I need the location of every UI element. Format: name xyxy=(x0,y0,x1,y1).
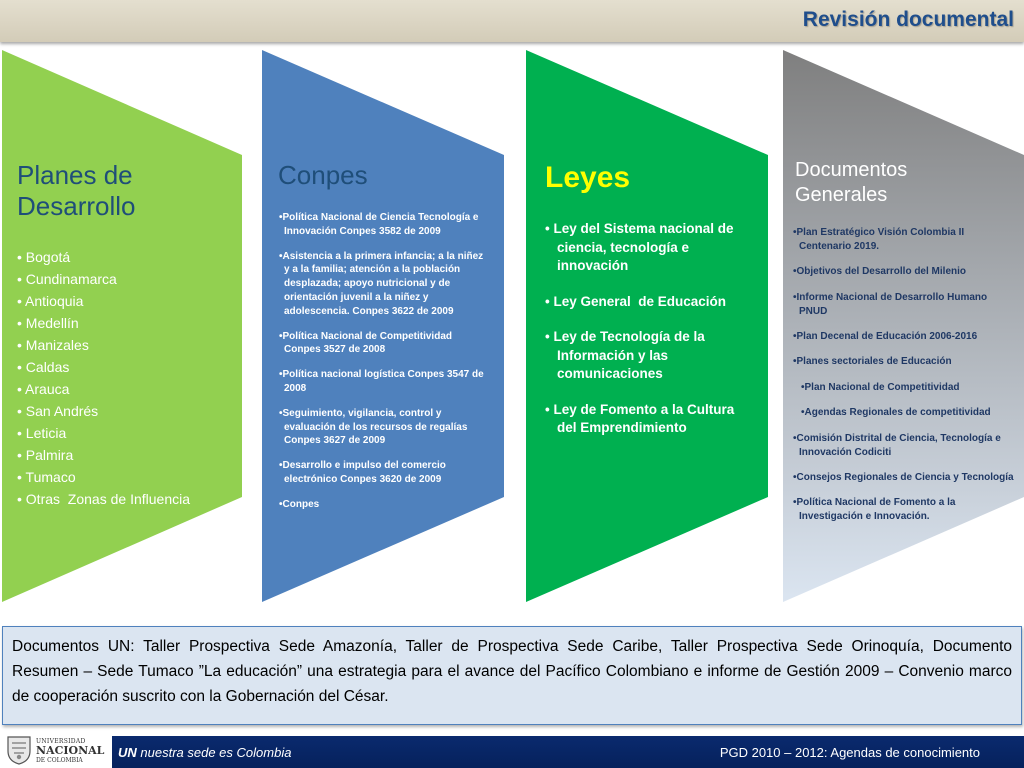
shield-icon xyxy=(6,735,32,765)
list-item: •Política Nacional de Fomento a la Investigación e Innovación. xyxy=(793,497,956,523)
column-heading: Planes de Desarrollo xyxy=(17,160,136,222)
list-item: •Agendas Regionales de competitividad xyxy=(801,407,991,419)
list-leyes xyxy=(545,220,755,455)
column-heading: Leyes xyxy=(545,161,631,194)
chevron-conpes xyxy=(262,50,504,602)
list-item: •Desarrollo e impulso del comercio electrónico Conpes 3620 de 2009 xyxy=(279,460,446,485)
list-item: •Política Nacional de Competitividad Conpes 3527 de 2008 xyxy=(279,330,452,356)
slogan-text: nuestra sede es Colombia xyxy=(140,745,292,760)
footer-bar xyxy=(112,736,1024,768)
title-bar xyxy=(0,0,1024,42)
chevron-leyes xyxy=(526,50,768,602)
list-item: • Arauca xyxy=(17,381,70,397)
note-text: Documentos UN: Taller Prospectiva Sede Amazonía, Taller de Prospectiva Sede Caribe, Taller Prospectiva Sede Orinoquía, Documento Resumen – Sede Tumaco ”La educación” una estrategia para el avance del Pacífico Colombiano e informe de Gestión 2009 – Convenio marco de cooperación suscrito con la Gobernación del César. xyxy=(12,638,1012,705)
list-item: • Tumaco xyxy=(17,469,76,485)
footer-plan-label: PGD 2010 – 2012: Agendas de conocimiento xyxy=(719,745,980,760)
list-item: •Objetivos del Desarrollo del Milenio xyxy=(793,266,966,278)
chevron-documentos-generales xyxy=(783,50,1024,602)
list-item: •Política nacional logística Conpes 3547 de 2008 xyxy=(279,369,484,394)
un-label: UN xyxy=(118,745,137,760)
list-item: •Política Nacional de Ciencia Tecnología e Innovación Conpes 3582 de 2009 xyxy=(279,212,479,237)
chevron-planes-desarrollo xyxy=(2,50,242,602)
list-item: •Plan Decenal de Educación 2006-2016 xyxy=(793,331,978,343)
logo-line-1: UNIVERSIDAD xyxy=(36,738,86,745)
list-conpes xyxy=(279,211,487,591)
list-item: • Ley del Sistema nacional de ciencia, tecnología e innovación xyxy=(545,221,734,273)
list-item: • San Andrés xyxy=(17,403,99,419)
list-item: • Cundinamarca xyxy=(17,271,117,287)
list-item: • Leticia xyxy=(17,425,67,441)
list-item: • Antioquia xyxy=(17,293,84,309)
list-item: • Caldas xyxy=(17,359,70,375)
list-item: • Manizales xyxy=(17,337,89,353)
list-item: •Seguimiento, vigilancia, control y evaluación de los recursos de regalías Conpes 3627 de 2009 xyxy=(279,407,468,447)
list-planes xyxy=(17,246,190,510)
list-item: •Informe Nacional de Desarrollo Humano PNUD xyxy=(793,291,988,317)
list-documentos xyxy=(793,226,1015,536)
list-item: •Asistencia a la primera infancia; a la niñez y a la familia; atención a la población desplazada; apoyo nutricional y de orientación juvenil a la niñez y adolescencia. Conpes 3622 de 2009 xyxy=(279,250,484,317)
list-item: • Ley General de Educación xyxy=(545,293,727,309)
list-item: •Plan Estratégico Visión Colombia II Centenario 2019. xyxy=(793,227,965,252)
footer-slogan xyxy=(118,745,291,760)
list-item: • Bogotá xyxy=(17,249,71,265)
list-item: •Plan Nacional de Competitividad xyxy=(801,381,960,393)
list-item: •Planes sectoriales de Educación xyxy=(793,356,952,368)
documentos-un-note xyxy=(2,626,1022,725)
list-item: • Ley de Fomento a la Cultura del Emprendimiento xyxy=(545,401,735,435)
slide-title: Revisión documental xyxy=(802,8,1014,31)
list-item: • Otras Zonas de Influencia xyxy=(17,491,190,507)
list-item: •Conpes xyxy=(279,498,320,510)
logo-line-2: NACIONAL xyxy=(36,744,105,757)
list-item: • Medellín xyxy=(17,315,79,331)
logo-line-3: DE COLOMBIA xyxy=(36,757,83,764)
list-item: • Palmira xyxy=(17,447,74,463)
column-heading: Conpes xyxy=(278,160,368,190)
column-heading: Documentos Generales xyxy=(795,159,908,206)
list-item: • Ley de Tecnología de la Información y las comunicaciones xyxy=(545,329,705,381)
footer xyxy=(0,733,1024,768)
list-item: •Comisión Distrital de Ciencia, Tecnología e Innovación Codiciti xyxy=(793,432,1001,458)
list-item: •Consejos Regionales de Ciencia y Tecnología xyxy=(793,471,1014,483)
university-logo xyxy=(0,733,112,768)
